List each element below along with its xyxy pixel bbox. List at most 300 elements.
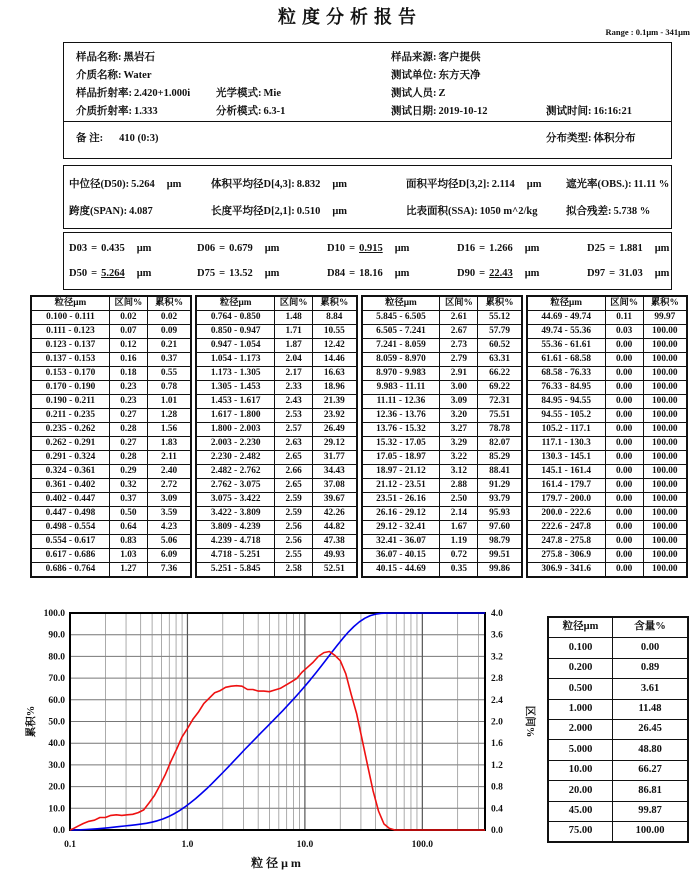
- cumulative-cell: 37.08: [313, 479, 357, 493]
- stat-field: [211, 176, 347, 191]
- size-table-group: [526, 295, 688, 578]
- cumulative-cell: 42.26: [313, 507, 357, 521]
- interval-cell: 1.87: [275, 339, 313, 353]
- bin-range-cell: 36.07 - 40.15: [362, 549, 440, 563]
- cumulative-cell: 99.86: [478, 563, 522, 578]
- interval-cell: 0.27: [109, 409, 147, 423]
- field-label: 分析模式:: [216, 106, 262, 117]
- cumulative-cell: 0.09: [147, 325, 191, 339]
- table-row: [527, 353, 687, 367]
- stat-label: 遮光率(OBS.):: [566, 179, 632, 190]
- d-value-field: [587, 243, 669, 254]
- cumulative-cell: 49.93: [313, 549, 357, 563]
- d-value-number: 31.03: [619, 268, 643, 279]
- field-label: 备 注:: [76, 133, 104, 144]
- interval-cell: 0.00: [605, 367, 643, 381]
- right-axis-tick: 0.4: [491, 804, 503, 815]
- interval-cell: 1.48: [275, 311, 313, 325]
- equals-sign: =: [219, 268, 226, 279]
- interval-cell: 0.03: [605, 325, 643, 339]
- d-value-field: [69, 243, 151, 254]
- interval-cell: 2.88: [440, 479, 478, 493]
- field-value: 客户提供: [438, 52, 481, 63]
- bin-range-cell: 2.230 - 2.482: [196, 451, 274, 465]
- cumulative-cell: 2.72: [147, 479, 191, 493]
- interval-cell: 0.23: [109, 395, 147, 409]
- stat-value: 5.264: [131, 179, 155, 190]
- stat-value: 0.510: [296, 206, 321, 217]
- stat-value: 4.087: [129, 206, 153, 217]
- bin-range-cell: 0.361 - 0.402: [31, 479, 109, 493]
- field-value: 2.420+1.000i: [134, 88, 191, 99]
- cumulative-cell: 100.00: [643, 409, 687, 423]
- field-test-date: [391, 103, 488, 118]
- bin-range-cell: 0.235 - 0.262: [31, 423, 109, 437]
- cumulative-cell: 34.43: [313, 465, 357, 479]
- field-label: 测试日期:: [391, 106, 437, 117]
- interval-cell: 2.59: [275, 507, 313, 521]
- table-row: [196, 325, 356, 339]
- cumulative-cell: 100.00: [643, 507, 687, 521]
- interval-cell: 0.35: [440, 563, 478, 578]
- cumulative-cell: 75.51: [478, 409, 522, 423]
- cumulative-cell: 100.00: [643, 535, 687, 549]
- cumulative-cell: 12.42: [313, 339, 357, 353]
- table-row: [31, 339, 191, 353]
- size-table-group: [30, 295, 192, 578]
- table-row: [362, 409, 522, 423]
- left-axis-tick: 30.0: [48, 760, 65, 771]
- stat-field: [69, 203, 153, 218]
- d-value-field: [327, 243, 409, 254]
- stat-unit: μm: [332, 179, 348, 190]
- x-axis-tick: 100.0: [411, 840, 434, 850]
- table-row: [362, 423, 522, 437]
- cumulative-cell: 39.67: [313, 493, 357, 507]
- field-label: 分布类型:: [546, 133, 592, 144]
- bin-range-cell: 1.800 - 2.003: [196, 423, 274, 437]
- size-distribution-table: [30, 295, 688, 578]
- interval-cell: 0.00: [605, 423, 643, 437]
- table-row: [196, 395, 356, 409]
- field-value: 东方天净: [438, 70, 481, 81]
- cumulative-cell: 100.00: [643, 423, 687, 437]
- x-axis-title: 粒径μm: [251, 856, 304, 870]
- table-row: [362, 479, 522, 493]
- interval-cell: 0.50: [109, 507, 147, 521]
- stat-field: [406, 176, 541, 191]
- interval-cell: 1.27: [109, 563, 147, 578]
- table-row: [196, 353, 356, 367]
- equals-sign: =: [91, 243, 98, 254]
- bin-range-cell: 105.2 - 117.1: [527, 423, 605, 437]
- cumulative-cell: 72.31: [478, 395, 522, 409]
- d-value-name: D97: [587, 268, 606, 279]
- stat-label: 比表面积(SSA):: [406, 206, 478, 217]
- d-value-name: D10: [327, 243, 346, 254]
- d-value-unit: μm: [264, 243, 280, 254]
- table-row: [31, 549, 191, 563]
- cumulative-cell: 97.60: [478, 521, 522, 535]
- bin-range-cell: 55.36 - 61.61: [527, 339, 605, 353]
- left-axis-tick: 0.0: [53, 826, 65, 836]
- interval-cell: 2.73: [440, 339, 478, 353]
- interval-cell: 2.61: [440, 311, 478, 325]
- cumulative-cell: 26.49: [313, 423, 357, 437]
- interval-cell: 2.65: [275, 479, 313, 493]
- table-row: [196, 311, 356, 325]
- stat-label: 长度平均径D[2,1]:: [211, 206, 295, 217]
- field-medium-ri: [76, 103, 158, 118]
- column-header: 区间%: [440, 296, 478, 311]
- stat-unit: μm: [166, 179, 182, 190]
- interval-cell: 3.12: [440, 465, 478, 479]
- cumulative-cell: 16.63: [313, 367, 357, 381]
- content-cell: 26.45: [613, 719, 689, 739]
- cumulative-cell: 0.02: [147, 311, 191, 325]
- field-label: 测试时间:: [546, 106, 592, 117]
- right-axis-tick: 3.2: [491, 652, 503, 663]
- size-cell: 20.00: [548, 781, 613, 801]
- cumulative-cell: 2.11: [147, 451, 191, 465]
- d-value-field: [69, 268, 151, 279]
- bin-range-cell: 247.8 - 275.8: [527, 535, 605, 549]
- interval-cell: 0.07: [109, 325, 147, 339]
- bin-range-cell: 0.190 - 0.211: [31, 395, 109, 409]
- interval-cell: 0.00: [605, 493, 643, 507]
- field-sample-ri: [76, 85, 190, 100]
- column-header: 粒径μm: [362, 296, 440, 311]
- interval-cell: 0.00: [605, 451, 643, 465]
- bin-range-cell: 222.6 - 247.8: [527, 521, 605, 535]
- d-value-unit: μm: [524, 268, 540, 279]
- size-cell: 45.00: [548, 801, 613, 821]
- d-value-field: [197, 243, 279, 254]
- table-row: [362, 395, 522, 409]
- divider: [64, 121, 671, 122]
- d-value-number: 0.435: [101, 243, 125, 254]
- table-row: [527, 535, 687, 549]
- bin-range-cell: 1.617 - 1.800: [196, 409, 274, 423]
- bin-range-cell: 0.686 - 0.764: [31, 563, 109, 578]
- table-row: [548, 801, 688, 821]
- equals-sign: =: [219, 243, 226, 254]
- table-row: [362, 353, 522, 367]
- stat-label: 跨度(SPAN):: [69, 206, 128, 217]
- table-row: [362, 507, 522, 521]
- cumulative-cell: 100.00: [643, 339, 687, 353]
- field-label: 测试人员:: [391, 88, 437, 99]
- column-header: 区间%: [109, 296, 147, 311]
- interval-cell: 3.00: [440, 381, 478, 395]
- cumulative-cell: 78.78: [478, 423, 522, 437]
- table-row: [31, 311, 191, 325]
- table-row: [527, 465, 687, 479]
- interval-cell: 0.00: [605, 563, 643, 578]
- cumulative-cell: 69.22: [478, 381, 522, 395]
- field-label: 样品来源:: [391, 52, 437, 63]
- d-value-number: 5.264: [101, 268, 125, 279]
- bin-range-cell: 161.4 - 179.7: [527, 479, 605, 493]
- bin-range-cell: 11.11 - 12.36: [362, 395, 440, 409]
- field-optical-mode: [216, 85, 281, 100]
- table-row: [362, 339, 522, 353]
- left-axis-tick: 90.0: [48, 630, 65, 641]
- d-value-number: 0.915: [359, 243, 383, 254]
- content-cell: 0.89: [613, 658, 689, 678]
- stat-label: 体积平均径D[4,3]:: [211, 179, 295, 190]
- left-axis-tick: 10.0: [48, 804, 65, 815]
- interval-cell: 3.20: [440, 409, 478, 423]
- cumulative-cell: 1.83: [147, 437, 191, 451]
- interval-cell: 0.72: [440, 549, 478, 563]
- interval-cell: 0.27: [109, 437, 147, 451]
- bin-range-cell: 94.55 - 105.2: [527, 409, 605, 423]
- cumulative-cell: 0.78: [147, 381, 191, 395]
- stat-unit: μm: [332, 206, 348, 217]
- bin-range-cell: 0.100 - 0.111: [31, 311, 109, 325]
- table-row: [527, 563, 687, 578]
- bin-range-cell: 306.9 - 341.6: [527, 563, 605, 578]
- field-value: 16:16:21: [593, 106, 632, 117]
- table-row: [196, 381, 356, 395]
- field-value: Mie: [263, 88, 281, 99]
- content-cell: 3.61: [613, 679, 689, 699]
- interval-cell: 2.65: [275, 451, 313, 465]
- interval-cell: 2.59: [275, 493, 313, 507]
- cumulative-cell: 66.22: [478, 367, 522, 381]
- content-summary-table: [547, 616, 689, 843]
- equals-sign: =: [349, 243, 356, 254]
- bin-range-cell: 5.251 - 5.845: [196, 563, 274, 578]
- cumulative-cell: 85.29: [478, 451, 522, 465]
- bin-range-cell: 0.498 - 0.554: [31, 521, 109, 535]
- bin-range-cell: 2.003 - 2.230: [196, 437, 274, 451]
- bin-range-cell: 40.15 - 44.69: [362, 563, 440, 578]
- table-row: [527, 549, 687, 563]
- right-axis-tick: 1.6: [491, 739, 503, 750]
- cumulative-cell: 47.38: [313, 535, 357, 549]
- equals-sign: =: [609, 268, 616, 279]
- bin-range-cell: 0.291 - 0.324: [31, 451, 109, 465]
- interval-cell: 3.29: [440, 437, 478, 451]
- stat-label: 拟合残差:: [566, 206, 612, 217]
- bin-range-cell: 1.305 - 1.453: [196, 381, 274, 395]
- table-row: [527, 339, 687, 353]
- interval-cell: 2.53: [275, 409, 313, 423]
- cumulative-cell: 1.56: [147, 423, 191, 437]
- equals-sign: =: [479, 243, 486, 254]
- chart-canvas: [20, 600, 540, 875]
- d-value-name: D84: [327, 268, 346, 279]
- size-cell: 10.00: [548, 760, 613, 780]
- interval-cell: 2.04: [275, 353, 313, 367]
- report-title: 粒度分析报告: [278, 7, 422, 27]
- table-row: [548, 658, 688, 678]
- bin-range-cell: 3.422 - 3.809: [196, 507, 274, 521]
- left-axis-tick: 80.0: [48, 652, 65, 663]
- stat-unit: μm: [526, 179, 542, 190]
- table-row: [31, 521, 191, 535]
- interval-cell: 0.00: [605, 521, 643, 535]
- bin-range-cell: 3.075 - 3.422: [196, 493, 274, 507]
- interval-cell: 0.00: [605, 535, 643, 549]
- bin-range-cell: 1.173 - 1.305: [196, 367, 274, 381]
- content-cell: 66.27: [613, 760, 689, 780]
- interval-cell: 0.00: [605, 339, 643, 353]
- interval-cell: 1.71: [275, 325, 313, 339]
- interval-cell: 2.56: [275, 521, 313, 535]
- cumulative-cell: 100.00: [643, 465, 687, 479]
- interval-cell: 0.00: [605, 507, 643, 521]
- table-row: [31, 423, 191, 437]
- interval-cell: 1.03: [109, 549, 147, 563]
- interval-cell: 0.00: [605, 479, 643, 493]
- stat-label: 中位径(D50):: [69, 179, 130, 190]
- right-axis-tick: 2.4: [491, 695, 503, 706]
- table-row: [362, 311, 522, 325]
- interval-cell: 0.64: [109, 521, 147, 535]
- bin-range-cell: 49.74 - 55.36: [527, 325, 605, 339]
- table-row: [362, 535, 522, 549]
- field-medium-name: [76, 67, 152, 82]
- d-value-name: D16: [457, 243, 476, 254]
- cumulative-cell: 3.59: [147, 507, 191, 521]
- d-value-number: 1.881: [619, 243, 643, 254]
- bin-range-cell: 21.12 - 23.51: [362, 479, 440, 493]
- table-row: [31, 409, 191, 423]
- bin-range-cell: 17.05 - 18.97: [362, 451, 440, 465]
- table-row: [527, 409, 687, 423]
- table-row: [527, 479, 687, 493]
- column-header: 累积%: [643, 296, 687, 311]
- bin-range-cell: 0.850 - 0.947: [196, 325, 274, 339]
- bin-range-cell: 179.7 - 200.0: [527, 493, 605, 507]
- right-axis-tick: 2.0: [491, 717, 503, 728]
- column-header: 区间%: [605, 296, 643, 311]
- column-header: 累积%: [478, 296, 522, 311]
- bin-range-cell: 0.123 - 0.137: [31, 339, 109, 353]
- interval-cell: 2.56: [275, 535, 313, 549]
- interval-cell: 0.83: [109, 535, 147, 549]
- left-axis-tick: 50.0: [48, 717, 65, 728]
- cumulative-cell: 5.06: [147, 535, 191, 549]
- field-operator: [391, 85, 446, 100]
- stat-field: [69, 176, 181, 191]
- field-test-unit: [391, 67, 481, 82]
- interval-cell: 0.00: [605, 381, 643, 395]
- content-cell: 86.81: [613, 781, 689, 801]
- d-value-number: 1.266: [489, 243, 513, 254]
- right-axis-tick: 3.6: [491, 630, 503, 641]
- table-row: [527, 311, 687, 325]
- x-axis-tick: 0.1: [64, 840, 76, 850]
- table-row: [31, 535, 191, 549]
- field-sample-name: [76, 49, 155, 64]
- stat-label: 面积平均径D[3,2]:: [406, 179, 490, 190]
- interval-cell: 2.14: [440, 507, 478, 521]
- cumulative-cell: 99.51: [478, 549, 522, 563]
- field-label: 介质名称:: [76, 70, 122, 81]
- table-row: [548, 679, 688, 699]
- table-row: [362, 367, 522, 381]
- size-cell: 5.000: [548, 740, 613, 760]
- d-value-name: D06: [197, 243, 216, 254]
- table-row: [196, 451, 356, 465]
- table-row: [196, 437, 356, 451]
- cumulative-cell: 1.01: [147, 395, 191, 409]
- left-axis-tick: 20.0: [48, 782, 65, 793]
- cumulative-cell: 0.55: [147, 367, 191, 381]
- size-cell: 0.500: [548, 679, 613, 699]
- field-sample-source: [391, 49, 481, 64]
- table-row: [527, 507, 687, 521]
- cumulative-cell: 100.00: [643, 549, 687, 563]
- cumulative-cell: 100.00: [643, 367, 687, 381]
- bin-range-cell: 145.1 - 161.4: [527, 465, 605, 479]
- bin-range-cell: 4.718 - 5.251: [196, 549, 274, 563]
- field-value: 黑岩石: [123, 52, 155, 63]
- interval-cell: 0.00: [605, 437, 643, 451]
- table-row: [548, 638, 688, 658]
- table-row: [196, 409, 356, 423]
- field-label: 样品名称:: [76, 52, 122, 63]
- interval-cell: 2.66: [275, 465, 313, 479]
- table-header-row: [527, 296, 687, 311]
- interval-cell: 2.57: [275, 423, 313, 437]
- cumulative-cell: 100.00: [643, 325, 687, 339]
- column-header: 粒径μm: [196, 296, 274, 311]
- d-value-unit: μm: [136, 268, 152, 279]
- cumulative-cell: 63.31: [478, 353, 522, 367]
- stat-value: 2.114: [491, 179, 515, 190]
- left-axis-tick: 40.0: [48, 739, 65, 750]
- d-value-unit: μm: [654, 268, 670, 279]
- column-header: 粒径μm: [31, 296, 109, 311]
- d-value-name: D90: [457, 268, 476, 279]
- right-axis-tick: 0.8: [491, 782, 503, 793]
- field-value: 2019-10-12: [438, 106, 488, 117]
- column-header: 含量%: [613, 617, 689, 638]
- table-row: [527, 395, 687, 409]
- table-row: [31, 381, 191, 395]
- size-cell: 2.000: [548, 719, 613, 739]
- statistics-panel: [63, 165, 672, 229]
- size-table-group: [361, 295, 523, 578]
- size-cell: 0.200: [548, 658, 613, 678]
- field-value: 6.3-1: [263, 106, 286, 117]
- interval-cell: 0.28: [109, 451, 147, 465]
- bin-range-cell: 2.762 - 3.075: [196, 479, 274, 493]
- bin-range-cell: 5.845 - 6.505: [362, 311, 440, 325]
- cumulative-cell: 100.00: [643, 381, 687, 395]
- table-row: [548, 740, 688, 760]
- field-value: Z: [438, 88, 446, 99]
- interval-cell: 0.11: [605, 311, 643, 325]
- cumulative-cell: 4.23: [147, 521, 191, 535]
- equals-sign: =: [91, 268, 98, 279]
- d-value-name: D75: [197, 268, 216, 279]
- interval-cell: 0.18: [109, 367, 147, 381]
- cumulative-cell: 82.07: [478, 437, 522, 451]
- d-value-number: 0.679: [229, 243, 253, 254]
- cumulative-cell: 10.55: [313, 325, 357, 339]
- d-value-name: D25: [587, 243, 606, 254]
- bin-range-cell: 0.137 - 0.153: [31, 353, 109, 367]
- cumulative-cell: 100.00: [643, 521, 687, 535]
- bin-range-cell: 0.447 - 0.498: [31, 507, 109, 521]
- table-row: [31, 507, 191, 521]
